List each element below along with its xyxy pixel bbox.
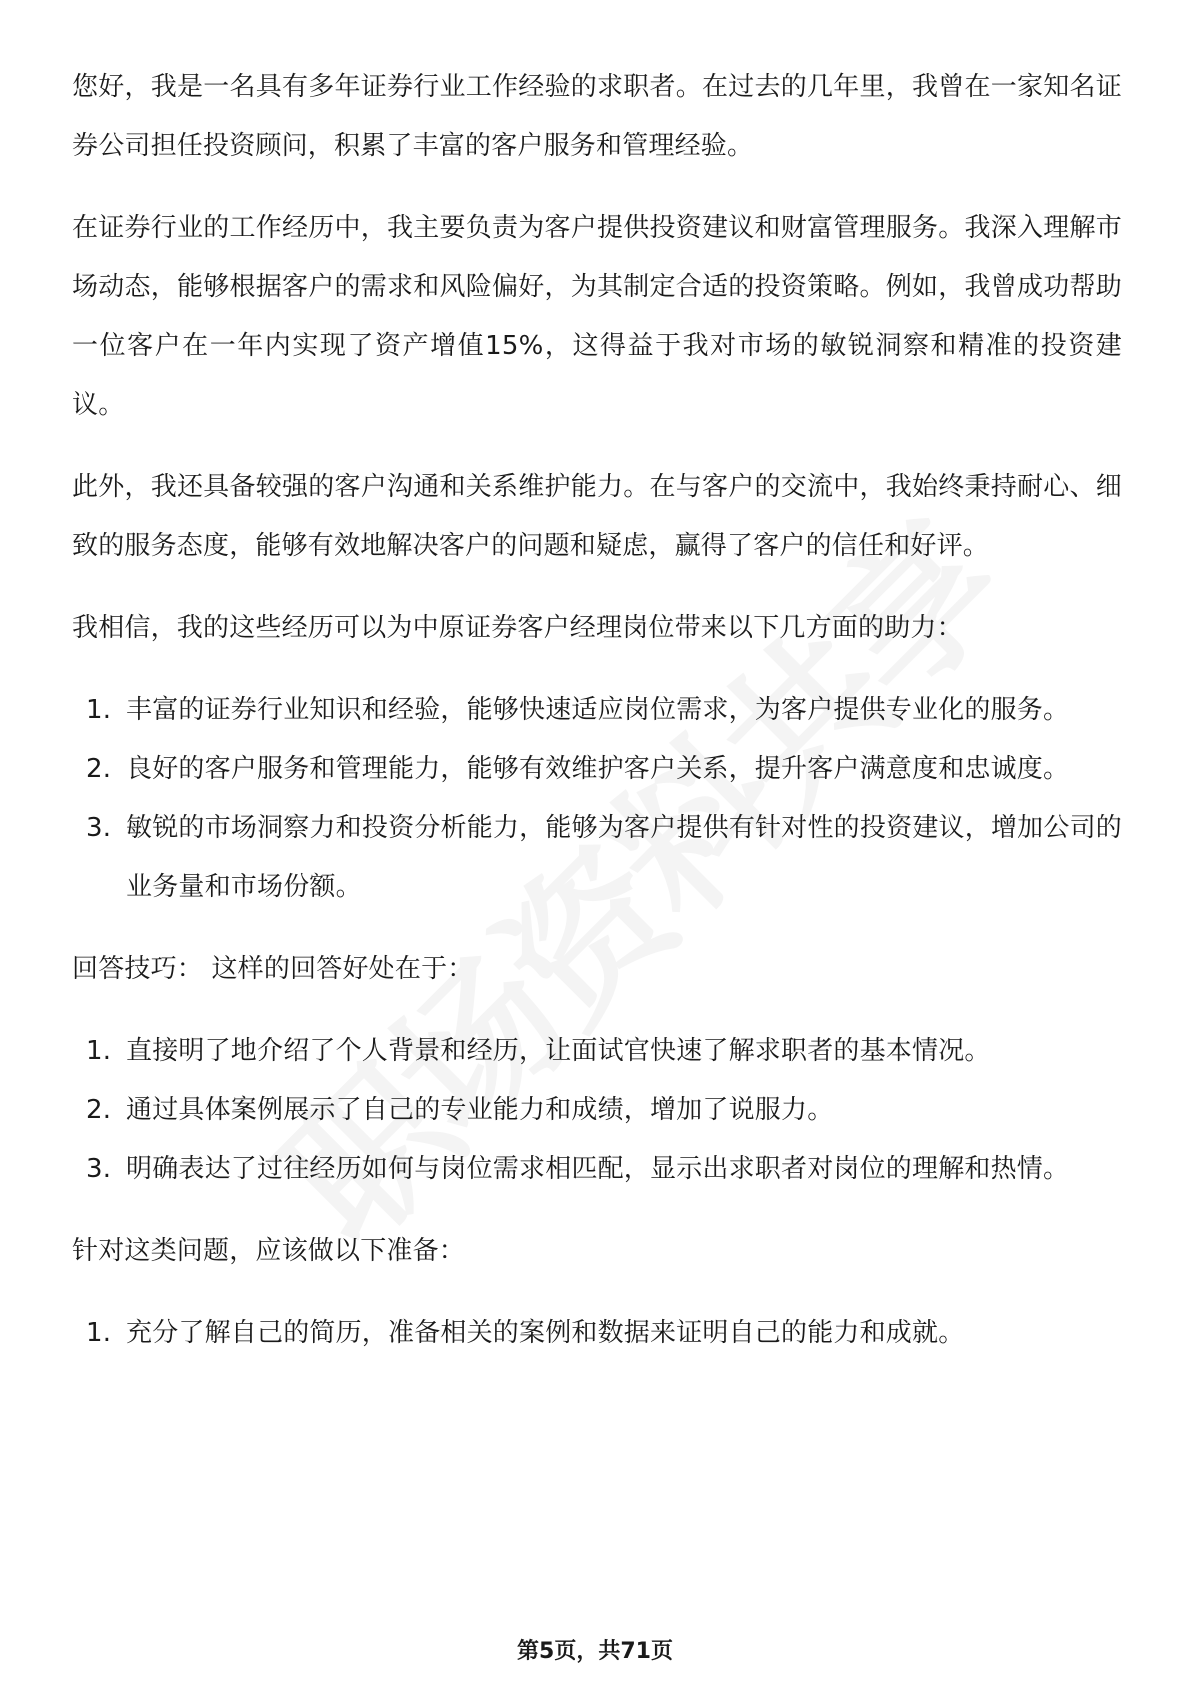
paragraph-communication: 此外，我还具备较强的客户沟通和关系维护能力。在与客户的交流中，我始终秉持耐心、细致的服务态度，能够有效地解决客户的问题和疑虑，赢得了客户的信任和好评。: [72, 472, 1122, 561]
list-item-text: 良好的客户服务和管理能力，能够有效维护客户关系，提升客户满意度和忠诚度。: [126, 754, 1070, 784]
list-number: 1.: [86, 1318, 112, 1348]
list-item-text: 通过具体案例展示了自己的专业能力和成绩，增加了说服力。: [126, 1095, 834, 1125]
list-item: [72, 1022, 1122, 1081]
list-item: [72, 799, 1122, 917]
paragraph-contribution: 我相信，我的这些经历可以为中原证券客户经理岗位带来以下几方面的助力：: [72, 613, 963, 643]
preparation-heading: 针对这类问题，应该做以下准备：: [72, 1236, 466, 1266]
list-number: 3.: [86, 1154, 112, 1184]
preparation-list: [72, 1304, 1122, 1363]
list-item-text: 敏锐的市场洞察力和投资分析能力，能够为客户提供有针对性的投资建议，增加公司的业务量和市场份额。: [126, 813, 1122, 902]
paragraph-experience: 在证券行业的工作经历中，我主要负责为客户提供投资建议和财富管理服务。我深入理解市场动态，能够根据客户的需求和风险偏好，为其制定合适的投资策略。例如，我曾成功帮助一位客户在一年内实现了资产增值15%，这得益于我对市场的敏锐洞察和精准的投资建议。: [72, 213, 1122, 420]
tips-heading: 回答技巧： 这样的回答好处在于：: [72, 954, 474, 984]
list-item: [72, 1081, 1122, 1140]
list-number: 3.: [86, 813, 112, 843]
contribution-list: [72, 681, 1122, 917]
list-item: [72, 1140, 1122, 1199]
document-body: [72, 58, 1122, 1386]
list-item: [72, 740, 1122, 799]
list-number: 2.: [86, 1095, 112, 1125]
list-item-text: 直接明了地介绍了个人背景和经历，让面试官快速了解求职者的基本情况。: [126, 1036, 991, 1066]
list-number: 1.: [86, 695, 112, 725]
tips-list: [72, 1022, 1122, 1199]
list-item-text: 丰富的证券行业知识和经验，能够快速适应岗位需求，为客户提供专业化的服务。: [126, 695, 1070, 725]
list-item: [72, 681, 1122, 740]
page-number-footer: 第5页，共71页: [517, 1639, 673, 1664]
list-number: 2.: [86, 754, 112, 784]
paragraph-intro: 您好，我是一名具有多年证券行业工作经验的求职者。在过去的几年里，我曾在一家知名证券公司担任投资顾问，积累了丰富的客户服务和管理经验。: [72, 72, 1122, 161]
list-item-text: 充分了解自己的简历，准备相关的案例和数据来证明自己的能力和成就。: [126, 1318, 965, 1348]
list-number: 1.: [86, 1036, 112, 1066]
list-item-text: 明确表达了过往经历如何与岗位需求相匹配，显示出求职者对岗位的理解和热情。: [126, 1154, 1070, 1184]
list-item: [72, 1304, 1122, 1363]
